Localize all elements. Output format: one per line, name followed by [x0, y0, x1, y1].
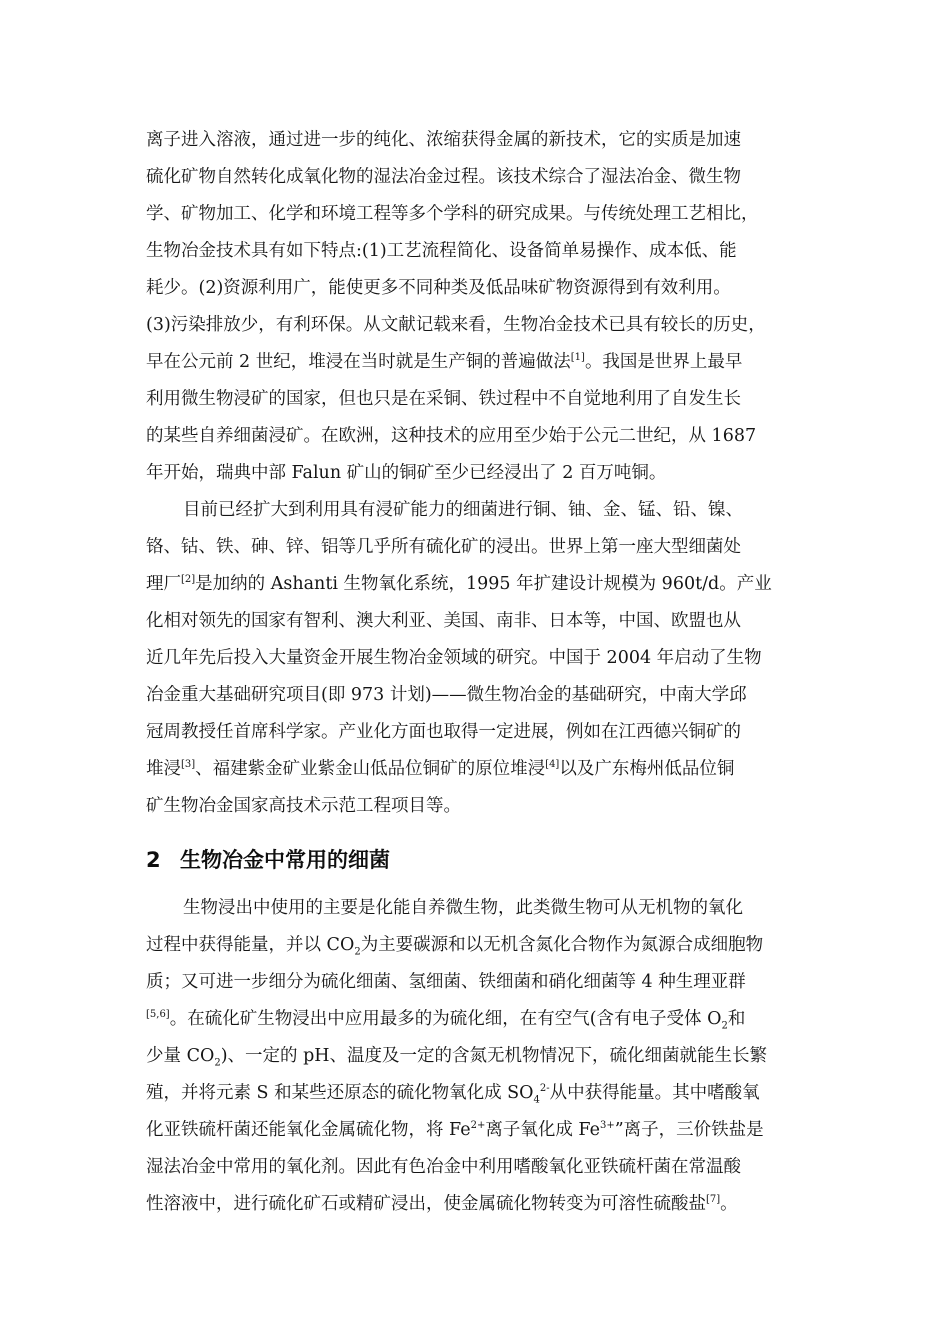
- text-line: 生物冶金技术具有如下特点:(1)工艺流程简化、设备简单易操作、成本低、能: [146, 241, 737, 261]
- text-line: [146, 754, 734, 784]
- text-line: [146, 1041, 767, 1071]
- text-span: 。我国是世界上最早: [584, 352, 743, 372]
- text-line: 的某些自养细菌浸矿。在欧洲，这种技术的应用至少始于公元二世纪，从 1687: [146, 426, 757, 446]
- citation-ref: [7]: [706, 1194, 721, 1206]
- citation-ref: [5,6]: [146, 1009, 170, 1021]
- text-span: ”离子，三价铁盐是: [614, 1120, 764, 1140]
- text-line: 湿法冶金中常用的氧化剂。因此有色冶金中利用嗜酸氧化亚铁硫杆菌在常温酸: [146, 1157, 741, 1177]
- text-span: 是加纳的 Ashanti 生物氧化系统，1995 年扩建设计规模为 960t/d。产业: [195, 574, 772, 594]
- text-line: 离子进入溶液，通过进一步的纯化、浓缩获得金属的新技术，它的实质是加速: [146, 130, 741, 150]
- text-span: 性溶液中，进行硫化矿石或精矿浸出，使金属硫化物转变为可溶性硫酸盐: [146, 1194, 706, 1214]
- text-span: 化亚铁硫杆菌还能氧化金属硫化物，将 Fe: [146, 1120, 471, 1140]
- text-span: 殖，并将元素 S 和某些还原态的硫化物氧化成 SO: [146, 1083, 534, 1103]
- text-line: 化相对领先的国家有智利、澳大利亚、美国、南非、日本等，中国、欧盟也从: [146, 611, 741, 631]
- text-line: 利用微生物浸矿的国家，但也只是在采铜、铁过程中不自觉地利用了自发生长: [146, 389, 741, 409]
- text-span: 过程中获得能量，并以 CO: [146, 935, 355, 955]
- text-span: 、福建紫金矿业紫金山低品位铜矿的原位堆浸: [195, 759, 546, 779]
- text-line: [146, 1115, 764, 1145]
- text-line: [146, 1078, 760, 1108]
- text-line: 目前已经扩大到利用具有浸矿能力的细菌进行铜、铀、金、锰、铅、镍、: [183, 500, 743, 520]
- superscript: 2+: [470, 1120, 486, 1132]
- text-line: 生物浸出中使用的主要是化能自养微生物，此类微生物可从无机物的氧化: [183, 898, 743, 918]
- citation-ref: [3]: [181, 759, 196, 771]
- subscript: 2: [214, 1057, 221, 1069]
- text-span: 以及广东梅州低品位铜: [559, 759, 735, 779]
- citation-ref: [2]: [181, 574, 196, 586]
- text-span: )、一定的 pH、温度及一定的含氮无机物情况下，硫化细菌就能生长繁: [220, 1046, 768, 1066]
- citation-ref: [4]: [545, 759, 560, 771]
- text-line: 年开始，瑞典中部 Falun 矿山的铜矿至少已经浸出了 2 百万吨铜。: [146, 463, 667, 483]
- text-span: 和: [727, 1009, 746, 1029]
- text-line: 铬、钴、铁、砷、锌、铝等几乎所有硫化矿的浸出。世界上第一座大型细菌处: [146, 537, 741, 557]
- text-span: 从中获得能量。其中嗜酸氧: [549, 1083, 760, 1103]
- text-line: [146, 930, 763, 960]
- section-title: 生物冶金中常用的细菌: [180, 848, 390, 872]
- text-line: [146, 1004, 745, 1034]
- text-line: 矿生物冶金国家高技术示范工程项目等。: [146, 796, 461, 816]
- text-span: 为主要碳源和以无机含氮化合物作为氮源合成细胞物: [360, 935, 764, 955]
- text-span: 少量 CO: [146, 1046, 215, 1066]
- text-line: 近几年先后投入大量资金开展生物冶金领域的研究。中国于 2004 年启动了生物: [146, 648, 762, 668]
- text-line: (3)污染排放少，有利环保。从文献记载来看，生物冶金技术已具有较长的历史，: [146, 315, 766, 335]
- section-number: 2: [146, 848, 161, 872]
- text-span: 理厂: [146, 574, 181, 594]
- text-span: 堆浸: [146, 759, 181, 779]
- text-span: 离子氧化成 Fe: [485, 1120, 600, 1140]
- subscript: 2: [721, 1020, 728, 1032]
- superscript: 3+: [599, 1120, 615, 1132]
- superscript: 2-: [539, 1083, 550, 1095]
- subscript: 4: [533, 1094, 540, 1106]
- text-line: 学、矿物加工、化学和环境工程等多个学科的研究成果。与传统处理工艺相比，: [146, 204, 759, 224]
- section-heading: [146, 842, 390, 878]
- text-line: 质；又可进一步细分为硫化细菌、氢细菌、铁细菌和硝化细菌等 4 种生理亚群: [146, 972, 746, 992]
- text-line: [146, 347, 742, 377]
- text-line: 冶金重大基础研究项目(即 973 计划)——微生物冶金的基础研究，中南大学邱: [146, 685, 747, 705]
- text-line: 冠周教授任首席科学家。产业化方面也取得一定进展，例如在江西德兴铜矿的: [146, 722, 741, 742]
- text-span: 早在公元前 2 世纪，堆浸在当时就是生产铜的普遍做法: [146, 352, 571, 372]
- text-span: 。在硫化矿生物浸出中应用最多的为硫化细，在有空气(含有电子受体 O: [169, 1009, 722, 1029]
- citation-ref: [1]: [570, 352, 585, 364]
- text-line: 耗少。(2)资源利用广，能使更多不同种类及低品味矿物资源得到有效利用。: [146, 278, 731, 298]
- text-line: 硫化矿物自然转化成氧化物的湿法冶金过程。该技术综合了湿法冶金、微生物: [146, 167, 741, 187]
- text-span: 。: [720, 1194, 738, 1214]
- text-line: [146, 569, 772, 599]
- subscript: 2: [354, 946, 361, 958]
- text-line: [146, 1189, 738, 1219]
